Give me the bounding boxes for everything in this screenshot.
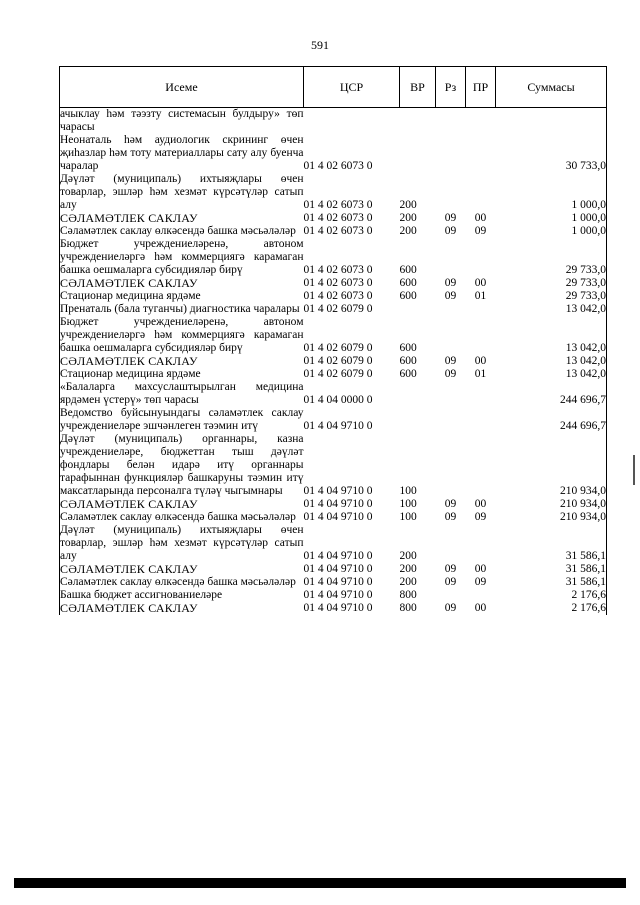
cell-name: Сәламәтлек саклау өлкәсендә башка мәсьәләләр <box>60 511 304 524</box>
cell-sum: 29 733,0 <box>496 238 607 277</box>
cell-name: ачыклау һәм тәэзту системасын булдыру» төп чарасы <box>60 108 304 133</box>
page-number: 591 <box>311 38 329 52</box>
cell-sum: 1 000,0 <box>496 212 607 225</box>
cell-vr: 200 <box>399 550 417 562</box>
cell-pr: 00 <box>474 563 487 575</box>
column-header-pr: ПР <box>466 67 496 108</box>
cell-rz <box>436 589 466 602</box>
table-body <box>60 108 607 616</box>
cell-rz <box>436 303 466 316</box>
cell-sum: 31 586,1 <box>496 576 607 589</box>
table-row <box>60 498 607 511</box>
cell-csr: 01 4 04 9710 0 <box>303 498 373 510</box>
cell-vr <box>400 407 436 433</box>
cell-csr: 01 4 02 6073 0 <box>303 212 373 224</box>
cell-sum: 210 934,0 <box>496 433 607 498</box>
cell-name: Бюджет учреждениеләренә, автоном учреждениеләргә һәм коммерциягә карамаган башка оешмаларга субсидияләр бирү <box>60 316 304 354</box>
cell-csr: 01 4 04 9710 0 <box>303 589 373 601</box>
cell-pr: 09 <box>474 225 487 237</box>
cell-pr <box>466 589 496 602</box>
cell-vr: 600 <box>399 264 417 276</box>
scan-mark <box>633 455 635 485</box>
column-header-name: Исеме <box>60 67 304 108</box>
table-row <box>60 290 607 303</box>
cell-csr: 01 4 04 0000 0 <box>303 394 373 406</box>
cell-rz <box>436 407 466 433</box>
cell-pr <box>466 303 496 316</box>
cell-rz: 09 <box>444 498 457 510</box>
cell-pr <box>466 108 496 135</box>
budget-table <box>59 66 607 615</box>
cell-vr: 600 <box>399 368 417 380</box>
cell-sum: 13 042,0 <box>496 316 607 355</box>
cell-csr: 01 4 02 6079 0 <box>303 303 373 315</box>
cell-csr: 01 4 04 9710 0 <box>303 485 373 497</box>
cell-name: СӘЛАМӘТЛЕК САКЛАУ <box>60 563 304 576</box>
cell-csr: 01 4 04 9710 0 <box>303 511 373 523</box>
table-row <box>60 134 607 173</box>
column-header-sum: Суммасы <box>496 67 607 108</box>
cell-pr: 01 <box>474 368 487 380</box>
cell-pr: 00 <box>474 498 487 510</box>
table-row <box>60 355 607 368</box>
table-row <box>60 277 607 290</box>
cell-vr: 200 <box>399 199 417 211</box>
cell-name: Ведомство буйсынуындагы сәламәтлек саклау учреждениеләре эшчәнлеген тәэмин итү <box>60 407 304 432</box>
cell-vr: 600 <box>399 277 417 289</box>
cell-pr: 01 <box>474 290 487 302</box>
cell-rz: 09 <box>444 290 457 302</box>
cell-rz: 09 <box>444 212 457 224</box>
table-row <box>60 368 607 381</box>
cell-csr: 01 4 04 9710 0 <box>303 550 373 562</box>
cell-csr: 01 4 02 6073 0 <box>303 225 373 237</box>
cell-sum: 210 934,0 <box>496 498 607 511</box>
table-header <box>60 67 607 108</box>
cell-name: Сәламәтлек саклау өлкәсендә башка мәсьәләләр <box>60 576 304 589</box>
cell-sum: 29 733,0 <box>496 277 607 290</box>
cell-rz <box>436 238 466 277</box>
cell-pr: 09 <box>474 511 487 523</box>
cell-rz <box>436 524 466 563</box>
cell-rz: 09 <box>444 277 457 289</box>
cell-csr: 01 4 02 6079 0 <box>303 355 373 367</box>
cell-vr: 200 <box>399 576 417 588</box>
cell-name: СӘЛАМӘТЛЕК САКЛАУ <box>60 212 304 225</box>
cell-name: Бюджет учреждениеләренә, автоном учреждениеләргә һәм коммерциягә карамаган башка оешмаларга субсидияләр бирү <box>60 238 304 276</box>
cell-csr <box>304 108 400 135</box>
cell-vr: 600 <box>399 342 417 354</box>
cell-csr: 01 4 02 6073 0 <box>303 277 373 289</box>
cell-rz <box>436 108 466 135</box>
cell-name: Стационар медицина ярдәме <box>60 368 304 381</box>
cell-rz: 09 <box>444 355 457 367</box>
cell-csr: 01 4 02 6073 0 <box>303 160 373 172</box>
cell-sum: 29 733,0 <box>496 290 607 303</box>
cell-pr <box>466 524 496 563</box>
cell-sum: 2 176,6 <box>496 589 607 602</box>
cell-sum <box>496 108 607 135</box>
cell-pr: 09 <box>474 576 487 588</box>
table-row <box>60 225 607 238</box>
cell-pr <box>466 238 496 277</box>
cell-pr <box>466 134 496 173</box>
cell-name: Пренаталь (бала туганчы) диагностика чаралары <box>60 303 304 316</box>
cell-pr <box>466 316 496 355</box>
column-header-vr: ВР <box>400 67 436 108</box>
table-row <box>60 576 607 589</box>
cell-name: СӘЛАМӘТЛЕК САКЛАУ <box>60 498 304 511</box>
cell-sum: 244 696,7 <box>496 381 607 407</box>
cell-sum: 244 696,7 <box>496 407 607 433</box>
table-row <box>60 381 607 407</box>
cell-rz <box>436 381 466 407</box>
cell-vr: 800 <box>399 602 417 614</box>
column-header-csr: ЦСР <box>304 67 400 108</box>
cell-name: Дәүләт (муниципаль) ихтыяҗлары өчен товарлар, эшләр һәм хезмәт күрсәтүләр сатып алу <box>60 173 304 211</box>
cell-vr: 200 <box>399 212 417 224</box>
cell-sum: 31 586,1 <box>496 563 607 576</box>
cell-sum: 2 176,6 <box>496 602 607 615</box>
cell-rz: 09 <box>444 602 457 614</box>
cell-vr: 200 <box>399 563 417 575</box>
cell-csr: 01 4 04 9710 0 <box>303 563 373 575</box>
cell-name: Неонаталь һәм аудиологик скрининг өчен җиһазлар һәм тоту материаллары сату алу буенча чаралар <box>60 134 304 172</box>
table-row <box>60 212 607 225</box>
cell-pr: 00 <box>474 277 487 289</box>
table-row <box>60 173 607 212</box>
cell-name: Сәламәтлек саклау өлкәсендә башка мәсьәләләр <box>60 225 304 238</box>
cell-csr: 01 4 02 6073 0 <box>303 290 373 302</box>
cell-csr: 01 4 02 6073 0 <box>303 264 373 276</box>
cell-rz <box>436 173 466 212</box>
cell-pr <box>466 407 496 433</box>
cell-sum: 30 733,0 <box>496 134 607 173</box>
table-row <box>60 563 607 576</box>
table-row <box>60 524 607 563</box>
cell-sum: 13 042,0 <box>496 303 607 316</box>
cell-vr <box>400 303 436 316</box>
cell-name: Дәүләт (муниципаль) органнары, казна учреждениеләре, бюджеттан тыш дәүләт фондлары белән идарә итү органнары тарафыннан функцияләр башкаруны тәэмин итү максатларында персоналга түләү чыгымнары <box>60 433 304 497</box>
cell-name: Башка бюджет ассигнованиеләре <box>60 589 304 602</box>
cell-name: «Балаларга махсуслаштырылган медицина ярдәмен үстерү» төп чарасы <box>60 381 304 406</box>
cell-vr: 100 <box>399 485 417 497</box>
table-row <box>60 108 607 135</box>
cell-csr: 01 4 04 9710 0 <box>303 576 373 588</box>
cell-sum: 13 042,0 <box>496 368 607 381</box>
cell-vr: 100 <box>399 498 417 510</box>
cell-rz <box>436 433 466 498</box>
table-row <box>60 303 607 316</box>
cell-csr: 01 4 02 6079 0 <box>303 368 373 380</box>
table-row <box>60 238 607 277</box>
cell-pr: 00 <box>474 602 487 614</box>
cell-sum: 31 586,1 <box>496 524 607 563</box>
cell-rz: 09 <box>444 225 457 237</box>
cell-pr: 00 <box>474 355 487 367</box>
cell-vr: 200 <box>399 225 417 237</box>
cell-csr: 01 4 02 6079 0 <box>303 342 373 354</box>
table-row <box>60 407 607 433</box>
cell-pr <box>466 173 496 212</box>
cell-sum: 1 000,0 <box>496 225 607 238</box>
cell-rz: 09 <box>444 511 457 523</box>
cell-vr <box>400 381 436 407</box>
scan-border <box>14 878 626 888</box>
cell-rz: 09 <box>444 563 457 575</box>
cell-vr: 600 <box>399 355 417 367</box>
cell-pr <box>466 381 496 407</box>
cell-name: Стационар медицина ярдәме <box>60 290 304 303</box>
cell-csr: 01 4 04 9710 0 <box>303 420 373 432</box>
cell-name: СӘЛАМӘТЛЕК САКЛАУ <box>60 277 304 290</box>
cell-rz <box>436 134 466 173</box>
cell-vr <box>400 108 436 135</box>
table-row <box>60 433 607 498</box>
cell-sum: 13 042,0 <box>496 355 607 368</box>
cell-name: СӘЛАМӘТЛЕК САКЛАУ <box>60 602 304 615</box>
cell-rz <box>436 316 466 355</box>
cell-vr <box>400 134 436 173</box>
cell-csr: 01 4 02 6073 0 <box>303 199 373 211</box>
table-row <box>60 316 607 355</box>
table-row <box>60 602 607 615</box>
cell-name: Дәүләт (муниципаль) ихтыяҗлары өчен товарлар, эшләр һәм хезмәт күрсәтүләр сатып алу <box>60 524 304 562</box>
cell-rz: 09 <box>444 368 457 380</box>
cell-sum: 1 000,0 <box>496 173 607 212</box>
cell-csr: 01 4 04 9710 0 <box>303 602 373 614</box>
cell-pr: 00 <box>474 212 487 224</box>
cell-name: СӘЛАМӘТЛЕК САКЛАУ <box>60 355 304 368</box>
cell-sum: 210 934,0 <box>496 511 607 524</box>
table-row <box>60 511 607 524</box>
cell-vr: 800 <box>399 589 417 601</box>
cell-pr <box>466 433 496 498</box>
cell-vr: 600 <box>399 290 417 302</box>
cell-vr: 100 <box>399 511 417 523</box>
cell-rz: 09 <box>444 576 457 588</box>
column-header-rz: Рз <box>436 67 466 108</box>
